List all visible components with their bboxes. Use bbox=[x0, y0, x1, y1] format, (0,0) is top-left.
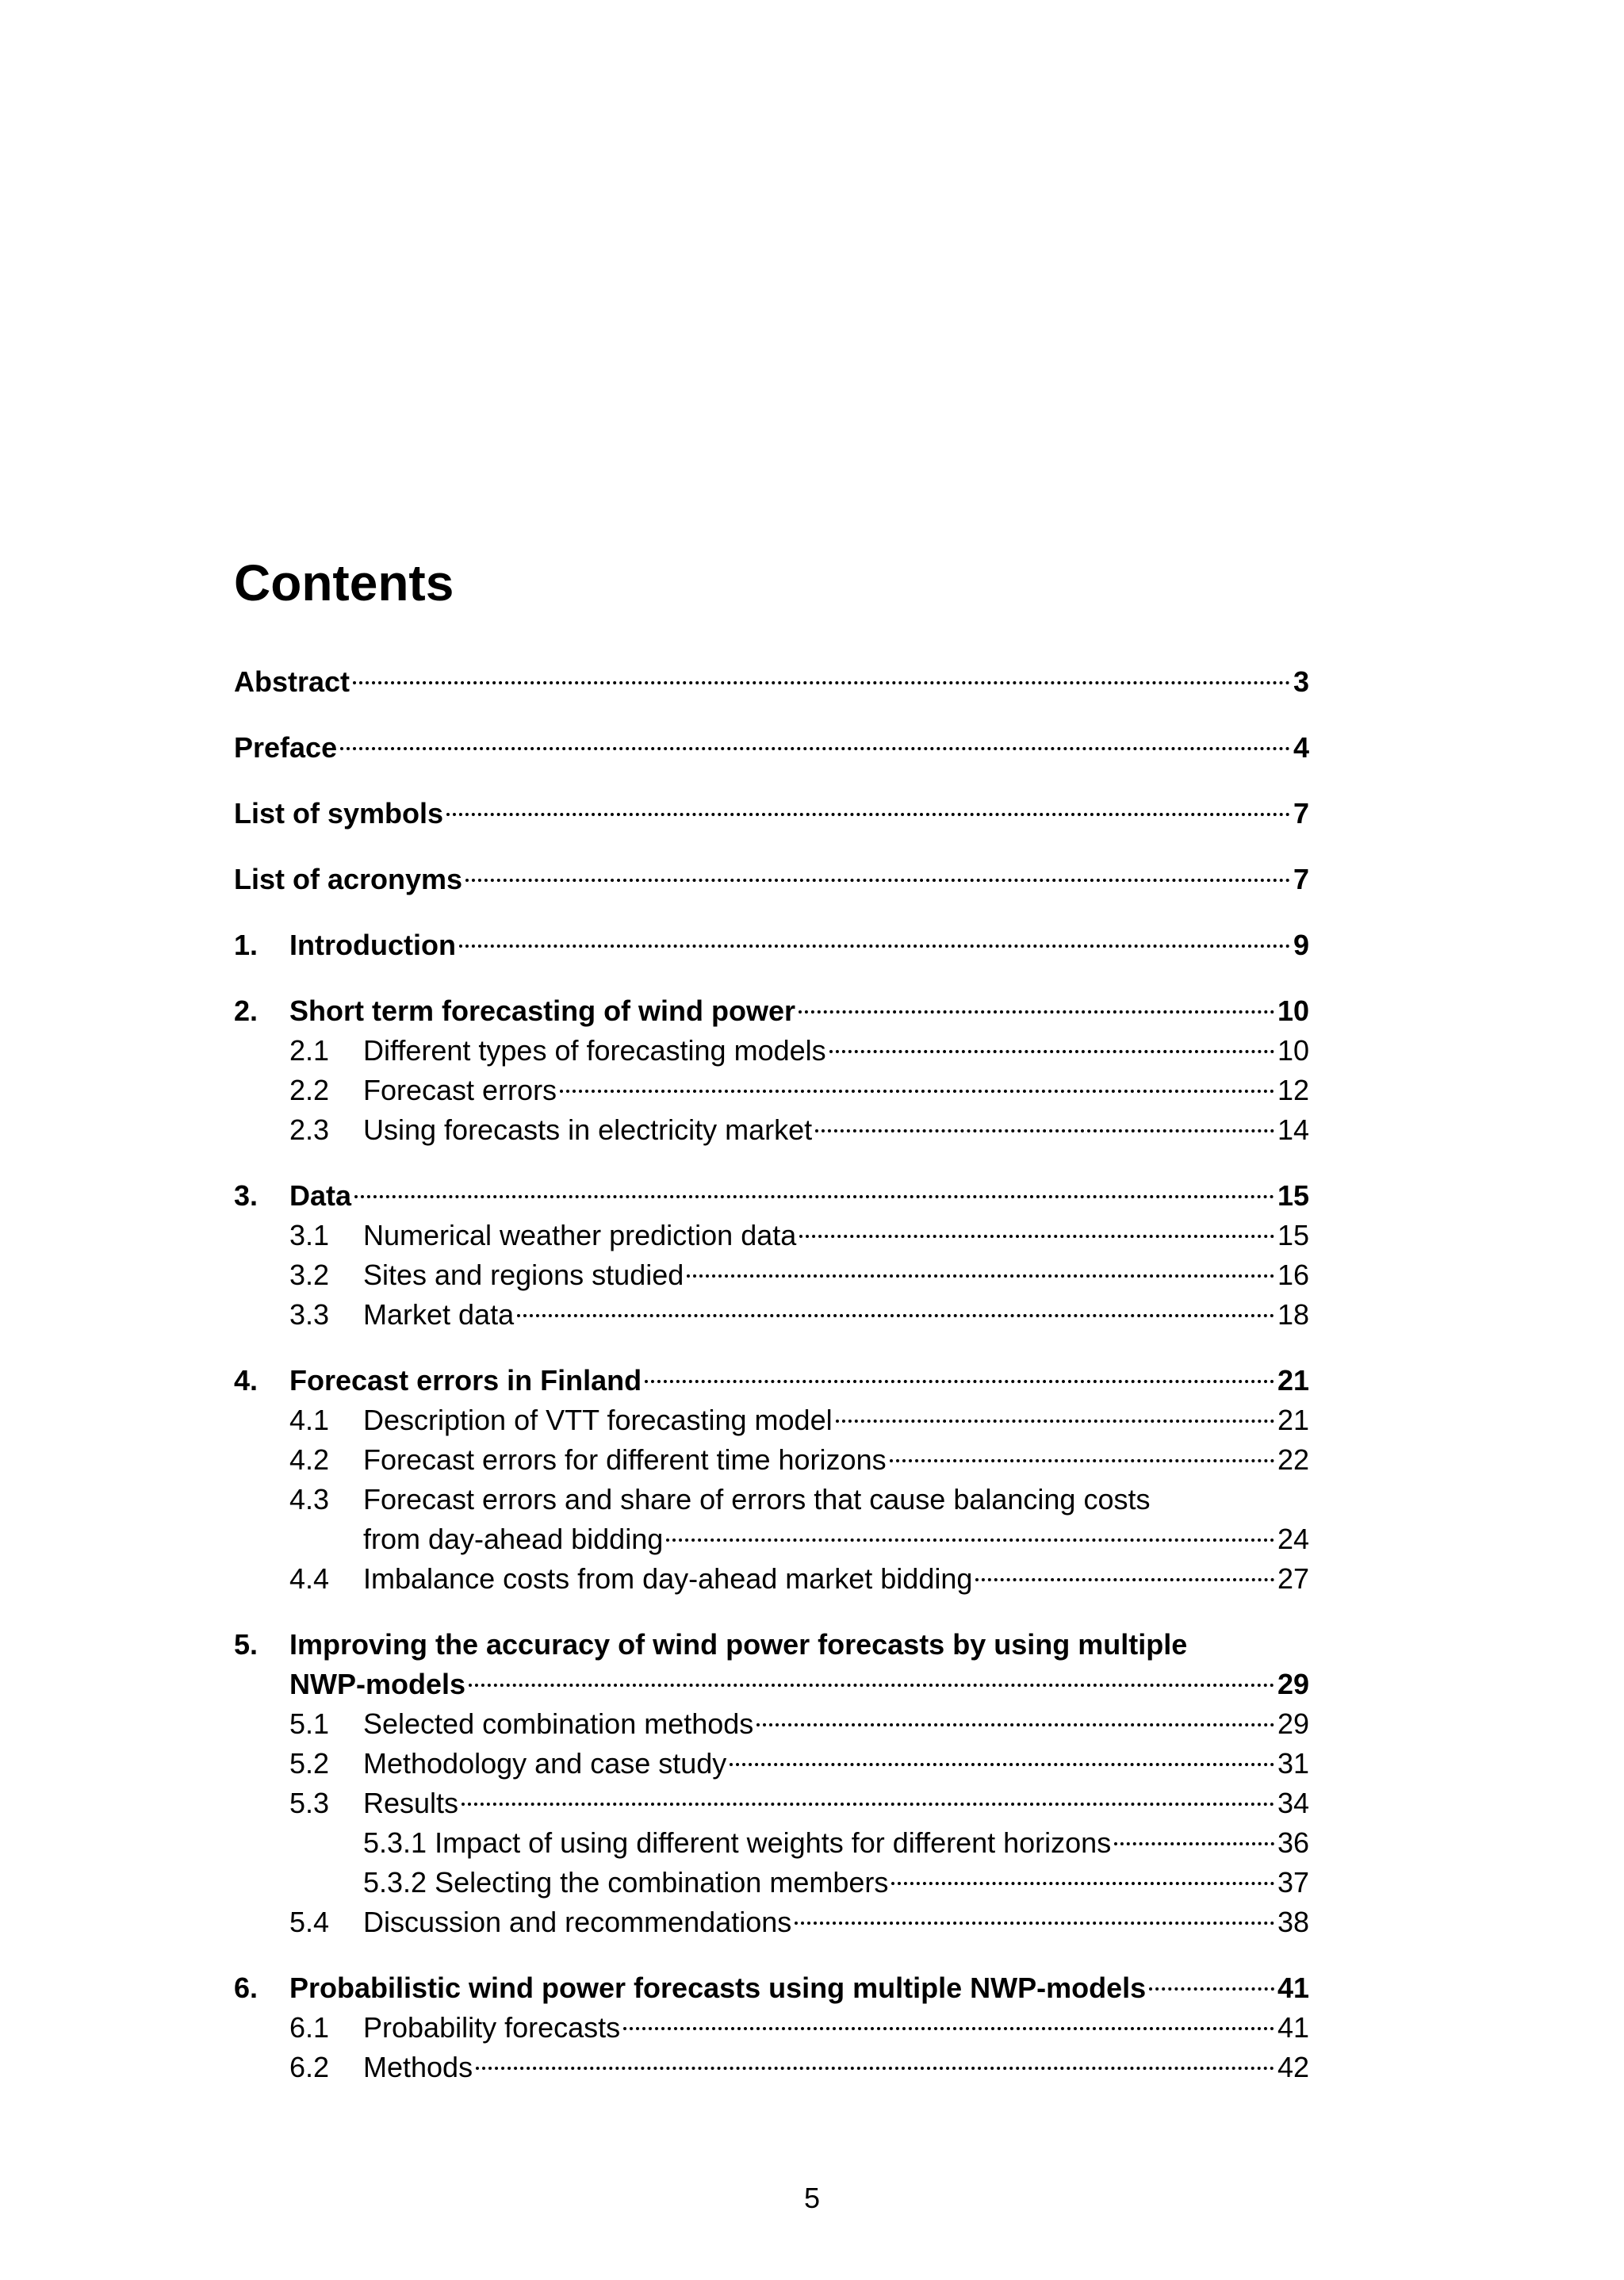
toc-entry-title: Preface bbox=[234, 731, 338, 764]
toc-entry-page: 9 bbox=[1293, 929, 1309, 961]
dot-leader bbox=[517, 1314, 1274, 1317]
toc-entry[interactable] bbox=[234, 794, 1309, 833]
dot-leader bbox=[815, 1129, 1274, 1132]
toc-entry[interactable] bbox=[234, 1704, 1309, 1744]
toc-entry-number: 5.3 bbox=[289, 1787, 330, 1819]
dot-leader bbox=[975, 1578, 1274, 1581]
toc-entry-title-wrap bbox=[363, 1071, 1277, 1110]
toc-entry[interactable] bbox=[234, 1744, 1309, 1784]
toc-entry-title-wrap bbox=[363, 1216, 1277, 1255]
toc-entry[interactable] bbox=[234, 1216, 1309, 1255]
toc-entry[interactable] bbox=[234, 1071, 1309, 1110]
toc-entry-title-wrap bbox=[363, 1784, 1277, 1823]
toc-entry-title: Forecast errors for different time horizons bbox=[363, 1443, 887, 1476]
dot-leader bbox=[1149, 1987, 1274, 1991]
toc-entry-number: 5.4 bbox=[289, 1906, 330, 1938]
toc-entry-page: 16 bbox=[1277, 1259, 1309, 1291]
toc-entry-title-wrap bbox=[234, 794, 1293, 833]
toc-entry-page: 38 bbox=[1277, 1906, 1309, 1938]
toc-entry-page: 12 bbox=[1277, 1074, 1309, 1106]
toc-entry-title-wrap bbox=[289, 1625, 1309, 1665]
toc-entry-title-wrap bbox=[289, 991, 1277, 1031]
toc-entry[interactable] bbox=[234, 1863, 1309, 1903]
toc-entry[interactable] bbox=[234, 1480, 1309, 1519]
toc-entry[interactable] bbox=[234, 1625, 1309, 1665]
toc-entry-title: 5.3.1 Impact of using different weights for different horizons bbox=[363, 1826, 1112, 1859]
dot-leader bbox=[446, 813, 1290, 816]
toc-entry-title: Short term forecasting of wind power bbox=[289, 994, 796, 1027]
toc-entry-number: 2. bbox=[234, 994, 259, 1027]
toc-entry-number: 3.1 bbox=[289, 1219, 330, 1251]
toc-entry-number: 4.1 bbox=[289, 1404, 330, 1436]
toc-entry-page: 34 bbox=[1277, 1787, 1309, 1819]
dot-leader bbox=[829, 1050, 1274, 1053]
toc-entry-title: NWP-models bbox=[289, 1668, 466, 1700]
toc-entry-page: 18 bbox=[1277, 1298, 1309, 1331]
toc-entry-title: Description of VTT forecasting model bbox=[363, 1404, 833, 1436]
toc-entry-number: 3. bbox=[234, 1179, 259, 1212]
toc-entry-number: 5. bbox=[234, 1628, 259, 1661]
toc-entry[interactable] bbox=[234, 1440, 1309, 1480]
toc-entry-title: Forecast errors and share of errors that cause balancing costs bbox=[363, 1483, 1151, 1516]
toc-entry-title-wrap bbox=[289, 1665, 1277, 1704]
toc-entry-title: Abstract bbox=[234, 665, 350, 698]
toc-entry-title: Methods bbox=[363, 2051, 473, 2083]
toc-entry-title-wrap bbox=[363, 1110, 1277, 1150]
toc-entry-title-wrap bbox=[363, 1440, 1277, 1480]
toc-entry-title-wrap bbox=[363, 2048, 1277, 2087]
toc-entry-title: Methodology and case study bbox=[363, 1747, 727, 1780]
dot-leader bbox=[756, 1723, 1274, 1726]
toc-entry-number: 3.2 bbox=[289, 1259, 330, 1291]
dot-leader bbox=[465, 879, 1290, 882]
dot-leader bbox=[354, 1195, 1274, 1198]
toc-entry-page: 36 bbox=[1277, 1826, 1309, 1859]
toc-entry-title: Different types of forecasting models bbox=[363, 1034, 826, 1067]
toc-entry-title: Discussion and recommendations bbox=[363, 1906, 792, 1938]
toc-entry-title: Improving the accuracy of wind power forecasts by using multiple bbox=[289, 1628, 1188, 1661]
toc-entry-title-wrap bbox=[363, 1903, 1277, 1942]
dot-leader bbox=[645, 1380, 1274, 1383]
dot-leader bbox=[459, 945, 1290, 948]
toc-entry-number: 3.3 bbox=[289, 1298, 330, 1331]
toc-entry-title: Forecast errors bbox=[363, 1074, 557, 1106]
toc-entry-title-wrap bbox=[363, 1401, 1277, 1440]
dot-leader bbox=[476, 2067, 1274, 2070]
toc-entry-page: 7 bbox=[1293, 863, 1309, 895]
dot-leader bbox=[891, 1882, 1274, 1885]
toc-entry-title-wrap bbox=[289, 925, 1293, 965]
toc-entry[interactable] bbox=[234, 1559, 1309, 1599]
dot-leader bbox=[1114, 1842, 1274, 1845]
dot-leader bbox=[666, 1539, 1274, 1542]
dot-leader bbox=[890, 1459, 1274, 1462]
dot-leader bbox=[799, 1010, 1274, 1014]
toc-entry-page: 37 bbox=[1277, 1866, 1309, 1899]
dot-leader bbox=[623, 2027, 1274, 2030]
toc-entry-page: 24 bbox=[1277, 1523, 1309, 1555]
toc-entry[interactable] bbox=[234, 860, 1309, 899]
toc-entry-title: List of acronyms bbox=[234, 863, 463, 895]
toc-entry-title-wrap bbox=[363, 1823, 1277, 1863]
dot-leader bbox=[560, 1090, 1274, 1093]
toc-entry-title: Probability forecasts bbox=[363, 2011, 621, 2044]
toc-entry-number: 2.3 bbox=[289, 1113, 330, 1146]
toc-entry[interactable] bbox=[234, 1031, 1309, 1071]
dot-leader bbox=[687, 1274, 1274, 1278]
toc-entry-number: 4.3 bbox=[289, 1483, 330, 1516]
toc-entry-page: 4 bbox=[1293, 731, 1309, 764]
toc-entry-title: 5.3.2 Selecting the combination members bbox=[363, 1866, 889, 1899]
toc-entry[interactable] bbox=[234, 1361, 1309, 1401]
toc-entry-number: 4.2 bbox=[289, 1443, 330, 1476]
toc-entry-page: 27 bbox=[1277, 1562, 1309, 1595]
toc-entry-number: 6. bbox=[234, 1972, 259, 2004]
toc-entry-page: 41 bbox=[1277, 1972, 1309, 2004]
toc-entry-page: 10 bbox=[1277, 1034, 1309, 1067]
toc-entry-title-wrap bbox=[234, 860, 1293, 899]
toc-entry-number: 2.1 bbox=[289, 1034, 330, 1067]
toc-entry-number: 2.2 bbox=[289, 1074, 330, 1106]
toc-entry[interactable] bbox=[234, 1519, 1309, 1559]
dot-leader bbox=[469, 1684, 1274, 1687]
toc-entry-title-wrap bbox=[363, 1559, 1277, 1599]
toc-entry-title: Imbalance costs from day-ahead market bidding bbox=[363, 1562, 973, 1595]
toc-entry[interactable] bbox=[234, 1665, 1309, 1704]
toc-entry[interactable] bbox=[234, 925, 1309, 965]
toc-entry-page: 31 bbox=[1277, 1747, 1309, 1780]
toc-entry-page: 10 bbox=[1277, 994, 1309, 1027]
toc-entry-title: Numerical weather prediction data bbox=[363, 1219, 797, 1251]
toc-entry[interactable] bbox=[234, 1784, 1309, 1823]
toc-entry-title: from day-ahead bidding bbox=[363, 1523, 664, 1555]
toc-entry-title: Selected combination methods bbox=[363, 1707, 754, 1740]
toc-entry[interactable] bbox=[234, 2048, 1309, 2087]
toc-entry-number: 4. bbox=[234, 1364, 259, 1397]
toc-entry-title-wrap bbox=[363, 1704, 1277, 1744]
toc-entry-page: 41 bbox=[1277, 2011, 1309, 2044]
toc-entry-number: 6.1 bbox=[289, 2011, 330, 2044]
toc-entry-title-wrap bbox=[363, 2008, 1277, 2048]
toc-entry-title-wrap bbox=[234, 662, 1293, 702]
dot-leader bbox=[799, 1235, 1274, 1238]
toc-entry-title: Sites and regions studied bbox=[363, 1259, 684, 1291]
toc-entry-title: List of symbols bbox=[234, 797, 444, 830]
toc-entry-title: Forecast errors in Finland bbox=[289, 1364, 642, 1397]
toc-entry-page: 14 bbox=[1277, 1113, 1309, 1146]
toc-entry-page: 42 bbox=[1277, 2051, 1309, 2083]
toc-entry[interactable] bbox=[234, 991, 1309, 1031]
toc-entry[interactable] bbox=[234, 662, 1309, 702]
dot-leader bbox=[836, 1420, 1274, 1423]
dot-leader bbox=[340, 747, 1290, 750]
toc-entry-page: 15 bbox=[1277, 1219, 1309, 1251]
toc-entry[interactable] bbox=[234, 2008, 1309, 2048]
toc-entry-title-wrap bbox=[234, 728, 1293, 768]
toc-entry-title-wrap bbox=[363, 1255, 1277, 1295]
toc-entry-title-wrap bbox=[289, 1176, 1277, 1216]
toc-entry-title-wrap bbox=[363, 1863, 1277, 1903]
toc-entry-title: Using forecasts in electricity market bbox=[363, 1113, 813, 1146]
dot-leader bbox=[795, 1922, 1274, 1925]
toc-entry-title-wrap bbox=[363, 1519, 1277, 1559]
toc-entry-title: Introduction bbox=[289, 929, 456, 961]
toc-entry-number: 4.4 bbox=[289, 1562, 330, 1595]
toc-entry-page: 29 bbox=[1277, 1707, 1309, 1740]
toc-entry[interactable] bbox=[234, 728, 1309, 768]
page-title: Contents bbox=[234, 554, 454, 611]
toc-entry-number: 5.2 bbox=[289, 1747, 330, 1780]
toc-entry[interactable] bbox=[234, 1401, 1309, 1440]
toc-entry-page: 22 bbox=[1277, 1443, 1309, 1476]
toc-entry[interactable] bbox=[234, 1295, 1309, 1335]
dot-leader bbox=[462, 1803, 1274, 1806]
toc-entry[interactable] bbox=[234, 1823, 1309, 1863]
toc-entry-title-wrap bbox=[363, 1031, 1277, 1071]
toc-entry[interactable] bbox=[234, 1968, 1309, 2008]
toc-entry-title: Probabilistic wind power forecasts using multiple NWP-models bbox=[289, 1972, 1147, 2004]
toc-entry-title-wrap bbox=[289, 1968, 1277, 2008]
toc-entry-number: 6.2 bbox=[289, 2051, 330, 2083]
toc-entry-page: 21 bbox=[1277, 1404, 1309, 1436]
toc-entry-title-wrap bbox=[363, 1295, 1277, 1335]
toc-entry[interactable] bbox=[234, 1903, 1309, 1942]
dot-leader bbox=[353, 681, 1290, 684]
toc-entry-page: 15 bbox=[1277, 1179, 1309, 1212]
toc-entry-page: 3 bbox=[1293, 665, 1309, 698]
toc-entry-title: Data bbox=[289, 1179, 352, 1212]
page-number: 5 bbox=[803, 2182, 821, 2214]
toc-entry[interactable] bbox=[234, 1176, 1309, 1216]
toc-entry-title: Market data bbox=[363, 1298, 515, 1331]
toc-entry-title-wrap bbox=[363, 1744, 1277, 1784]
toc-entry-title: Results bbox=[363, 1787, 459, 1819]
toc-entry-number: 1. bbox=[234, 929, 259, 961]
toc-entry-page: 29 bbox=[1277, 1668, 1309, 1700]
dot-leader bbox=[730, 1763, 1274, 1766]
toc-entry-number: 5.1 bbox=[289, 1707, 330, 1740]
toc-entry-title-wrap bbox=[363, 1480, 1309, 1519]
toc-entry-page: 7 bbox=[1293, 797, 1309, 830]
toc-entry-page: 21 bbox=[1277, 1364, 1309, 1397]
toc-entry[interactable] bbox=[234, 1255, 1309, 1295]
toc-entry[interactable] bbox=[234, 1110, 1309, 1150]
toc-entry-title-wrap bbox=[289, 1361, 1277, 1401]
